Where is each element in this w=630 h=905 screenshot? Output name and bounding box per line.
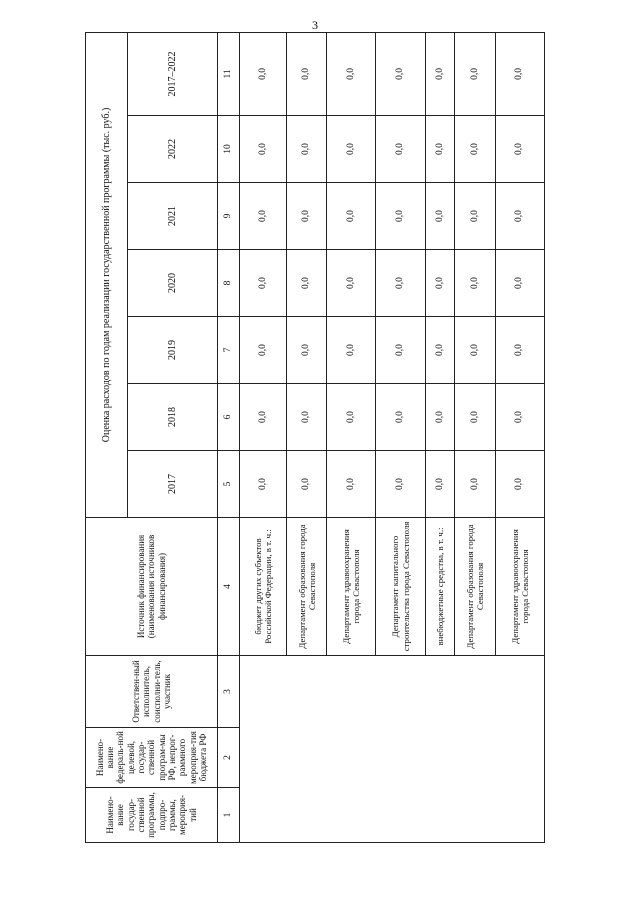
value-cell: 0,0 — [425, 384, 455, 451]
value-cell: 0,0 — [495, 384, 544, 451]
value-cell: 0,0 — [376, 250, 425, 317]
table-body — [240, 32, 545, 842]
year-header: 2017–2022 — [128, 32, 218, 115]
value-cell: 0,0 — [455, 384, 496, 451]
value-cell: 0,0 — [455, 451, 496, 518]
column-number: 11 — [218, 32, 240, 115]
funding-source-cell: бюджет других субъектов Российской Федерации, в т. ч.: — [240, 518, 287, 656]
column-number: 10 — [218, 116, 240, 183]
value-cell: 0,0 — [240, 451, 287, 518]
value-cell: 0,0 — [455, 317, 496, 384]
value-cell: 0,0 — [376, 451, 425, 518]
column-number: 6 — [218, 384, 240, 451]
value-cell: 0,0 — [240, 250, 287, 317]
value-cell: 0,0 — [495, 183, 544, 250]
year-header: 2018 — [128, 384, 218, 451]
year-header: 2020 — [128, 250, 218, 317]
header-estimate: Оценка расходов по годам реализации государственной программы (тыс. руб.) — [86, 32, 128, 517]
value-cell: 0,0 — [327, 384, 376, 451]
column-number: 2 — [218, 728, 240, 788]
funding-source-cell: Департамент здравоохранения города Севастополя — [495, 518, 544, 656]
value-cell: 0,0 — [327, 317, 376, 384]
value-cell: 0,0 — [376, 384, 425, 451]
value-cell: 0,0 — [455, 32, 496, 115]
funding-source-cell: внебюджетные средства, в т. ч.: — [425, 518, 455, 656]
value-cell: 0,0 — [327, 451, 376, 518]
column-number: 7 — [218, 317, 240, 384]
value-cell: 0,0 — [286, 183, 327, 250]
header-responsible: Ответствен-ный исполнитель, соисполни-тель, участник — [86, 656, 218, 728]
funding-source-cell: Департамент образования города Севастополя — [455, 518, 496, 656]
value-cell: 0,0 — [425, 116, 455, 183]
value-cell: 0,0 — [376, 317, 425, 384]
funding-source-cell: Департамент здравоохранения города Севастополя — [327, 518, 376, 656]
value-cell: 0,0 — [286, 116, 327, 183]
column-number: 4 — [218, 518, 240, 656]
value-cell: 0,0 — [425, 317, 455, 384]
value-cell: 0,0 — [495, 317, 544, 384]
value-cell: 0,0 — [240, 116, 287, 183]
value-cell: 0,0 — [425, 183, 455, 250]
value-cell: 0,0 — [376, 183, 425, 250]
value-cell: 0,0 — [455, 183, 496, 250]
empty-merged-cell — [240, 656, 545, 843]
column-number: 3 — [218, 656, 240, 728]
value-cell: 0,0 — [327, 32, 376, 115]
value-cell: 0,0 — [286, 451, 327, 518]
value-cell: 0,0 — [455, 250, 496, 317]
value-cell: 0,0 — [286, 384, 327, 451]
value-cell: 0,0 — [240, 317, 287, 384]
column-number: 9 — [218, 183, 240, 250]
value-cell: 0,0 — [240, 183, 287, 250]
value-cell: 0,0 — [455, 116, 496, 183]
value-cell: 0,0 — [286, 317, 327, 384]
value-cell: 0,0 — [376, 32, 425, 115]
value-cell: 0,0 — [327, 250, 376, 317]
year-header: 2021 — [128, 183, 218, 250]
year-header: 2019 — [128, 317, 218, 384]
column-number: 5 — [218, 451, 240, 518]
value-cell: 0,0 — [495, 451, 544, 518]
header-program-name: Наимено-вание государ-ственной программы, подпро-граммы, мероприя-тий — [86, 788, 218, 843]
value-cell: 0,0 — [286, 32, 327, 115]
value-cell: 0,0 — [425, 250, 455, 317]
funding-source-cell: Департамент образования города Севастополя — [286, 518, 327, 656]
value-cell: 0,0 — [240, 32, 287, 115]
value-cell: 0,0 — [327, 183, 376, 250]
year-header: 2017 — [128, 451, 218, 518]
column-number: 8 — [218, 250, 240, 317]
value-cell: 0,0 — [425, 32, 455, 115]
header-funding-source: Источник финансирования (наименования источников финансирования) — [86, 518, 218, 656]
value-cell: 0,0 — [286, 250, 327, 317]
value-cell: 0,0 — [495, 250, 544, 317]
value-cell: 0,0 — [495, 32, 544, 115]
page-number: 3 — [312, 18, 318, 32]
value-cell: 0,0 — [376, 116, 425, 183]
value-cell: 0,0 — [425, 451, 455, 518]
value-cell: 0,0 — [327, 116, 376, 183]
value-cell: 0,0 — [240, 384, 287, 451]
table-row — [240, 32, 287, 842]
budget-table — [85, 32, 545, 843]
header-federal-program: Наимено-вание федераль-ной целевой, государ-ственной програм-мы РФ, непрог-раммного мероприя-тия бюджета РФ — [86, 728, 218, 788]
rotated-table-wrapper — [85, 33, 545, 843]
value-cell: 0,0 — [495, 116, 544, 183]
column-number: 1 — [218, 788, 240, 843]
year-header: 2022 — [128, 116, 218, 183]
funding-source-cell: Департамент капитального строительства города Севастополя — [376, 518, 425, 656]
numbering-row — [218, 32, 240, 842]
